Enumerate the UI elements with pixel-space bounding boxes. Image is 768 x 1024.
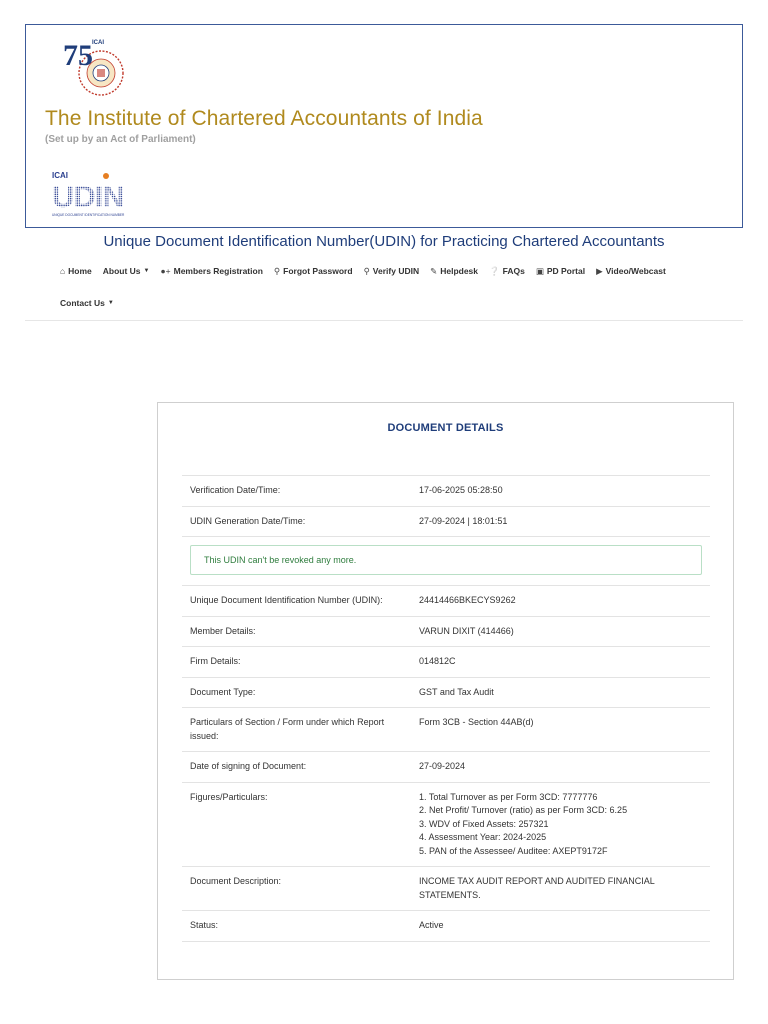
detail-row [182,782,710,867]
description-label: Document Description: [190,876,282,886]
detail-row [182,866,710,910]
institute-title: The Institute of Chartered Accountants of India [45,107,483,130]
document-type-value: GST and Tax Audit [419,686,494,697]
main-navbar [60,262,750,308]
page-heading: Unique Document Identification Number(UDIN) for Practicing Chartered Accountants [103,233,665,250]
figures-value [419,791,710,859]
nav-home[interactable]: ⌂ Home [60,266,92,276]
detail-row [182,677,710,708]
nav-divider [25,320,743,321]
member-value: VARUN DIXIT (414466) [419,625,514,636]
nav-verify-udin[interactable]: ⚲ Verify UDIN [363,265,420,276]
generation-row [182,506,710,537]
status-label: Status: [190,920,219,930]
firm-label: Firm Details: [190,656,241,666]
svg-text:75: 75 [63,39,93,72]
institute-subtitle: (Set up by an Act of Parliament) [45,134,196,145]
figures-line: 3. WDV of Fixed Assets: 257321 [419,818,549,829]
icai-udin-logo [52,169,136,219]
figures-line: 2. Net Profit/ Turnover (ratio) as per Form 3CD: 6.25 [419,805,628,815]
nav-forgot-password[interactable]: ⚲ Forgot Password [273,265,353,276]
figures-line: 4. Assessment Year: 2024-2025 [419,832,547,842]
user-plus-icon: ●+ [160,266,171,276]
section-form-value: Form 3CB - Section 44AB(d) [419,717,534,727]
section-form-label: Particulars of Section / Form under which Report issued: [190,717,385,741]
nav-helpdesk[interactable]: ✎ Helpdesk [430,265,479,276]
desktop-icon: ▣ [535,265,544,276]
detail-row [182,751,710,782]
detail-row [182,646,710,677]
nav-pd-portal[interactable]: ▣ PD Portal [535,265,586,276]
svg-text:UDIN: UDIN [52,179,124,214]
nav-contact-us[interactable]: Contact Us ▼ [60,298,114,308]
udin-value: 24414466BKECYS9262 [419,595,516,605]
signing-date-label: Date of signing of Document: [190,761,307,771]
detail-row [182,616,710,647]
document-details-card [157,402,734,980]
document-details-table [182,475,710,942]
key-icon: ⚲ [273,265,281,276]
nav-faqs[interactable]: ❔ FAQs [489,265,525,276]
video-camera-icon: ▶ [596,265,603,276]
nav-video-webcast[interactable]: ▶ Video/Webcast [596,265,666,276]
svg-text:UNIQUE DOCUMENT IDENTIFICATION: UNIQUE DOCUMENT IDENTIFICATION NUMBER [52,213,125,217]
caret-down-icon: ▼ [143,268,150,274]
document-details-title: DOCUMENT DETAILS [387,422,504,434]
udin-label: Unique Document Identification Number (UDIN): [190,595,383,605]
detail-row [182,585,710,616]
revocation-alert: This UDIN can't be revoked any more. [190,545,702,575]
table-bottom-border [182,941,710,942]
figures-line: 1. Total Turnover as per Form 3CD: 7777776 [419,791,598,802]
nav-about-us[interactable]: About Us ▼ [102,266,150,276]
figures-line: 5. PAN of the Assessee/ Auditee: AXEPT9172F [419,845,608,856]
signing-date-value: 27-09-2024 [419,761,466,771]
home-icon: ⌂ [60,266,66,276]
verification-row [182,475,710,506]
alert-row [182,536,710,575]
verification-label: Verification Date/Time: [190,485,281,495]
caret-down-icon: ▼ [107,300,114,306]
svg-text:ICAI: ICAI [92,40,104,46]
detail-row [182,707,710,751]
document-type-label: Document Type: [190,686,256,697]
icai-75-logo [61,35,129,103]
detail-row [182,910,710,941]
firm-value: 014812C [419,656,456,666]
verification-value: 17-06-2025 05:28:50 [419,485,503,495]
handshake-icon: ✎ [430,265,438,276]
status-value: Active [419,920,444,930]
search-icon: ⚲ [363,265,370,276]
figures-label: Figures/Particulars: [190,791,268,802]
svg-text:ICAI: ICAI [52,171,68,180]
description-value: INCOME TAX AUDIT REPORT AND AUDITED FINANCIAL STATEMENTS. [419,876,655,900]
member-label: Member Details: [190,625,256,636]
header-banner [25,24,743,228]
generation-value: 27-09-2024 | 18:01:51 [419,515,508,526]
nav-members-registration[interactable]: ●+ Members Registration [160,266,263,276]
question-circle-icon: ❔ [489,265,500,276]
generation-label: UDIN Generation Date/Time: [190,515,306,526]
